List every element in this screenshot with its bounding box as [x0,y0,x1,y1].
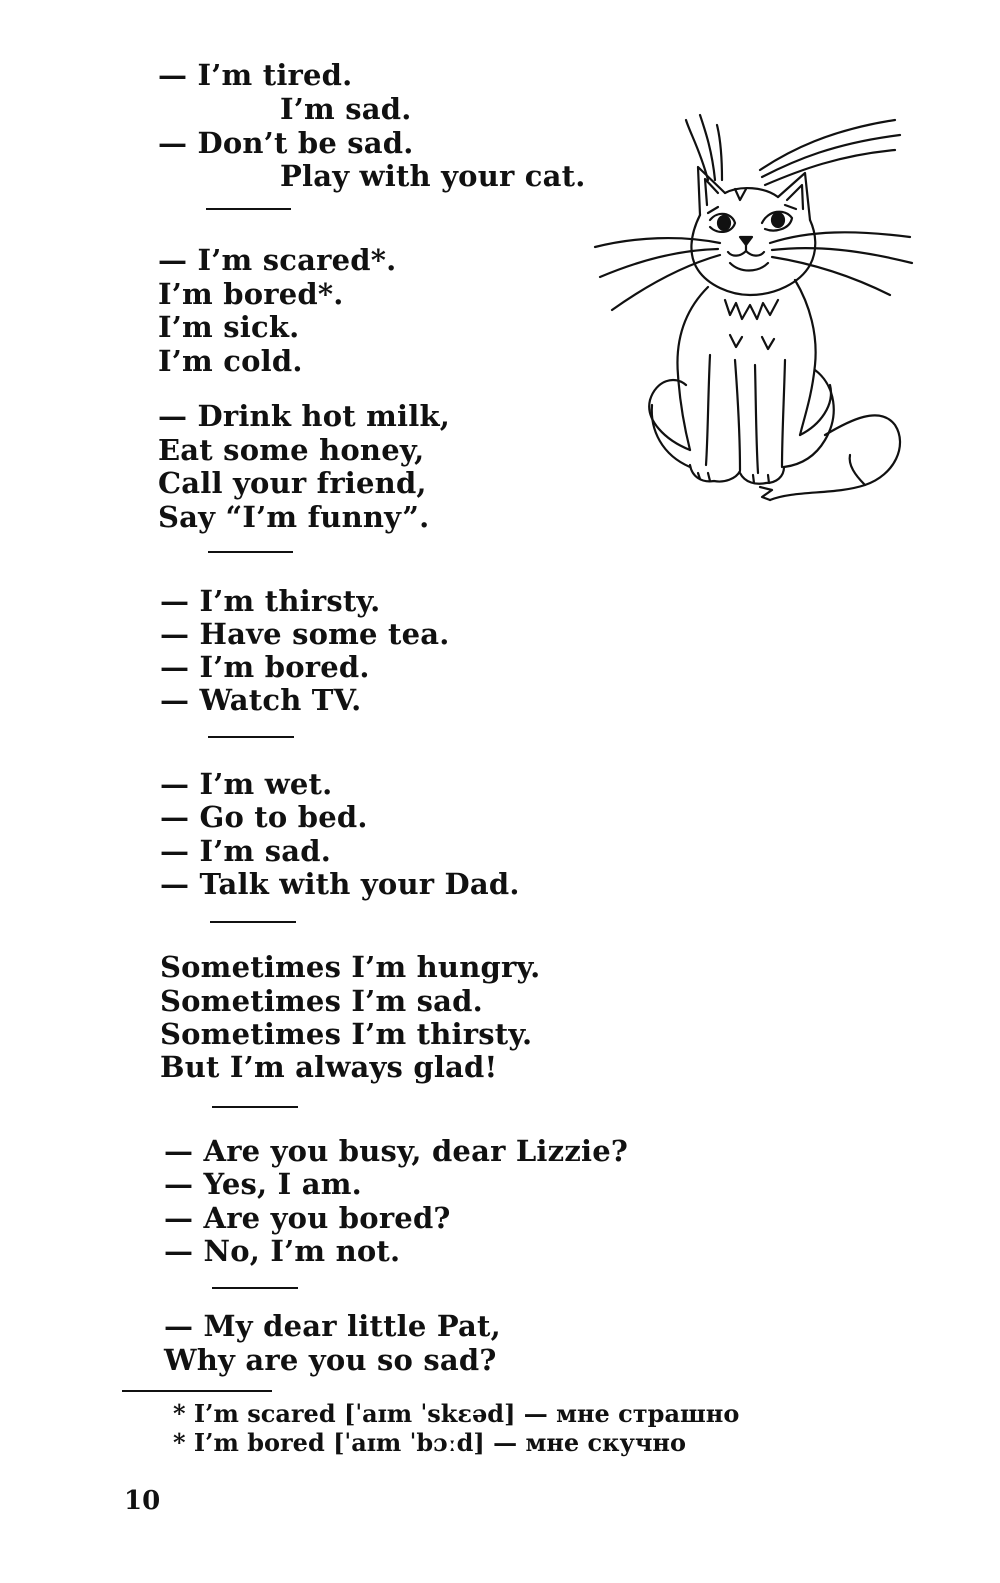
poem-line: — I’m tired. [158,58,353,92]
poem-line: I’m sick. [158,310,300,344]
poem-line: — I’m sad. [160,834,332,868]
poem-line: I’m bored*. [158,277,344,311]
poem-line: — Have some tea. [160,617,450,651]
poem-line: — Talk with your Dad. [160,867,520,901]
poem-line: Sometimes I’m hungry. [160,950,541,984]
poem-line: Sometimes I’m sad. [160,984,483,1018]
poem-line: Sometimes I’m thirsty. [160,1017,533,1051]
poem-line: — Are you bored? [164,1201,451,1235]
poem-line: — Watch TV. [160,683,362,717]
poem-line: Why are you so sad? [164,1343,497,1377]
poem-line: — Don’t be sad. [158,126,414,160]
poem-line: — Go to bed. [160,800,368,834]
poem-line: — I’m thirsty. [160,584,381,618]
poem-line: I’m cold. [158,344,303,378]
stanza-divider [208,736,294,738]
stanza-divider [212,1287,298,1289]
poem-line: Say “I’m funny”. [158,500,430,534]
stanza-divider [212,1106,298,1108]
poem-line: I’m sad. [280,92,412,126]
poem-line: Eat some honey, [158,433,425,467]
poem-line: — I’m scared*. [158,243,397,277]
poem-line: — I’m wet. [160,767,333,801]
poem-line: Play with your cat. [280,159,586,193]
stanza-divider [206,208,291,210]
poem-line: — No, I’m not. [164,1234,401,1268]
stanza-divider [210,921,296,923]
footnote: * I’m bored [ˈaɪm ˈbɔːd] — мне скучно [173,1428,686,1457]
poem-line: Call your friend, [158,466,427,500]
stanza-divider [208,551,293,553]
poem-line: — Are you busy, dear Lizzie? [164,1134,629,1168]
footnote-rule [122,1390,272,1392]
page-number: 10 [124,1486,161,1516]
footnote: * I’m scared [ˈaɪm ˈskɛəd] — мне страшно [173,1399,740,1428]
poem-line: — My dear little Pat, [164,1309,501,1343]
poem-line: — I’m bored. [160,650,370,684]
poem-line: But I’m always glad! [160,1050,498,1084]
cat-icon [590,105,920,515]
poem-line: — Yes, I am. [164,1167,362,1201]
poem-line: — Drink hot milk, [158,399,451,433]
